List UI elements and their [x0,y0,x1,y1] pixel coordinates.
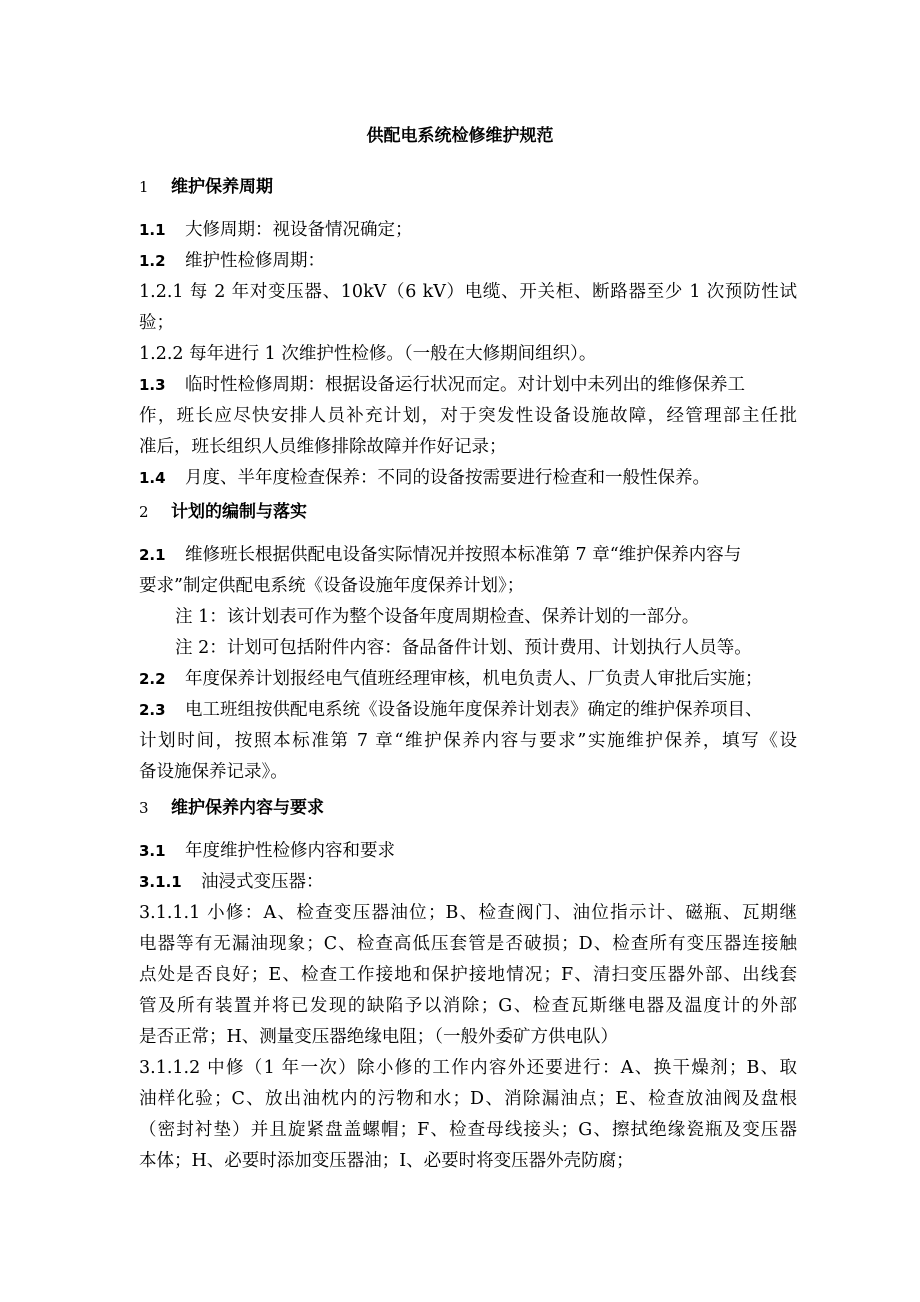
section-heading [139,497,797,528]
note-1: 注 1：该计划表可作为整个设备年度周期检查、保养计划的一部分。 [175,607,700,627]
section-heading [139,793,797,824]
clause-text: 电工班组按供配电系统《设备设施年度保养计划表》确定的维护保养项目、 [185,700,763,720]
clause-2-3 [139,695,797,726]
clause-1-3-line: 准后，班长组织人员维修排除故障并作好记录； [139,437,507,457]
section-number: 1 [139,178,149,196]
clause-1-2-1-line: 验； [139,313,174,333]
clause-3-1-1-1-line: 管及所有装置并将已发现的缺陷予以消除；G、检查瓦斯继电器及温度计的外部 [139,996,797,1016]
clause-2-1-line: 要求”制定供配电系统《设备设施年度保养计划》； [139,576,525,596]
clause-number: 1.4 [139,469,166,487]
clause-1-2 [139,246,797,277]
clause-3-1-1-2-line: （密封衬垫）并且旋紧盘盖螺帽；F、检查母线接头；G、擦拭绝缘瓷瓶及变压器 [139,1120,797,1140]
clause-1-3-line: 作，班长应尽快安排人员补充计划，对于突发性设备设施故障，经管理部主任批 [139,406,797,426]
clause-3-1-1-2-line: 3.1.1.2 中修（1 年一次）除小修的工作内容外还要进行：A、换干燥剂；B、取 [139,1058,797,1078]
section-3-body [139,836,797,1177]
clause-number: 1.2 [139,252,166,270]
section-number: 3 [139,799,149,817]
clause-number: 2.1 [139,546,166,564]
clause-2-3-line: 备设施保养记录》。 [139,762,288,782]
clause-1-4 [139,463,797,494]
clause-2-3-line: 计划时间，按照本标准第 7 章“维护保养内容与要求”实施维护保养，填写《设 [139,731,797,751]
clause-2-1 [139,540,797,571]
clause-number: 2.3 [139,701,166,719]
clause-text: 油浸式变压器： [201,872,324,892]
clause-1-3 [139,370,797,401]
clause-3-1-1-2-line: 本体；H、必要时添加变压器油；I、必要时将变压器外壳防腐； [139,1151,634,1171]
section-3 [139,793,797,824]
section-2 [139,497,797,528]
clause-text: 维修班长根据供配电设备实际情况并按照本标准第 7 章“维护保养内容与 [185,545,742,565]
section-heading [139,172,797,203]
section-title: 计划的编制与落实 [171,502,307,522]
section-number: 2 [139,503,149,521]
clause-3-1-1-1-line: 点处是否良好；E、检查工作接地和保护接地情况；F、清扫变压器外部、出线套 [139,965,797,985]
clause-number: 1.3 [139,376,166,394]
clause-3-1-1-1-line: 电器等有无漏油现象；C、检查高低压套管是否破损；D、检查所有变压器连接触 [139,934,797,954]
clause-2-2 [139,664,797,695]
clause-text: 临时性检修周期：根据设备运行状况而定。对计划中未列出的维修保养工 [185,375,745,395]
clause-text: 月度、半年度检查保养：不同的设备按需要进行检查和一般性保养。 [185,468,710,488]
clause-1-2-2: 1.2.2 每年进行 1 次维护性检修。（一般在大修期间组织）。 [139,344,597,364]
clause-number: 3.1.1 [139,873,182,891]
clause-number: 2.2 [139,670,166,688]
clause-1-1 [139,215,797,246]
clause-number: 1.1 [139,221,166,239]
clause-3-1-1-1-line: 是否正常；H、测量变压器绝缘电阻；（一般外委矿方供电队） [139,1027,619,1047]
section-1-body [139,215,797,494]
section-2-body [139,540,797,788]
clause-text: 大修周期：视设备情况确定； [185,220,413,240]
section-1 [139,172,797,203]
clause-3-1 [139,836,797,867]
clause-text: 年度保养计划报经电气值班经理审核，机电负责人、厂负责人审批后实施； [185,669,763,689]
clause-1-2-1-line: 1.2.1 每 2 年对变压器、10kV（6 kV）电缆、开关柜、断路器至少 1 次预防性试 [139,282,797,302]
clause-3-1-1-1-line: 3.1.1.1 小修：A、检查变压器油位；B、检查阀门、油位指示计、磁瓶、瓦期继 [139,903,797,923]
section-title: 维护保养周期 [171,177,273,197]
clause-number: 3.1 [139,842,166,860]
clause-text: 年度维护性检修内容和要求 [185,841,395,861]
document-title: 供配电系统检修维护规范 [366,126,554,146]
section-title: 维护保养内容与要求 [171,798,324,818]
clause-3-1-1-2-line: 油样化验；C、放出油枕内的污物和水；D、消除漏油点；E、检查放油阀及盘根 [139,1089,797,1109]
clause-text: 维护性检修周期： [185,251,325,271]
note-2: 注 2：计划可包括附件内容：备品备件计划、预计费用、计划执行人员等。 [175,638,752,658]
clause-3-1-1 [139,867,797,898]
